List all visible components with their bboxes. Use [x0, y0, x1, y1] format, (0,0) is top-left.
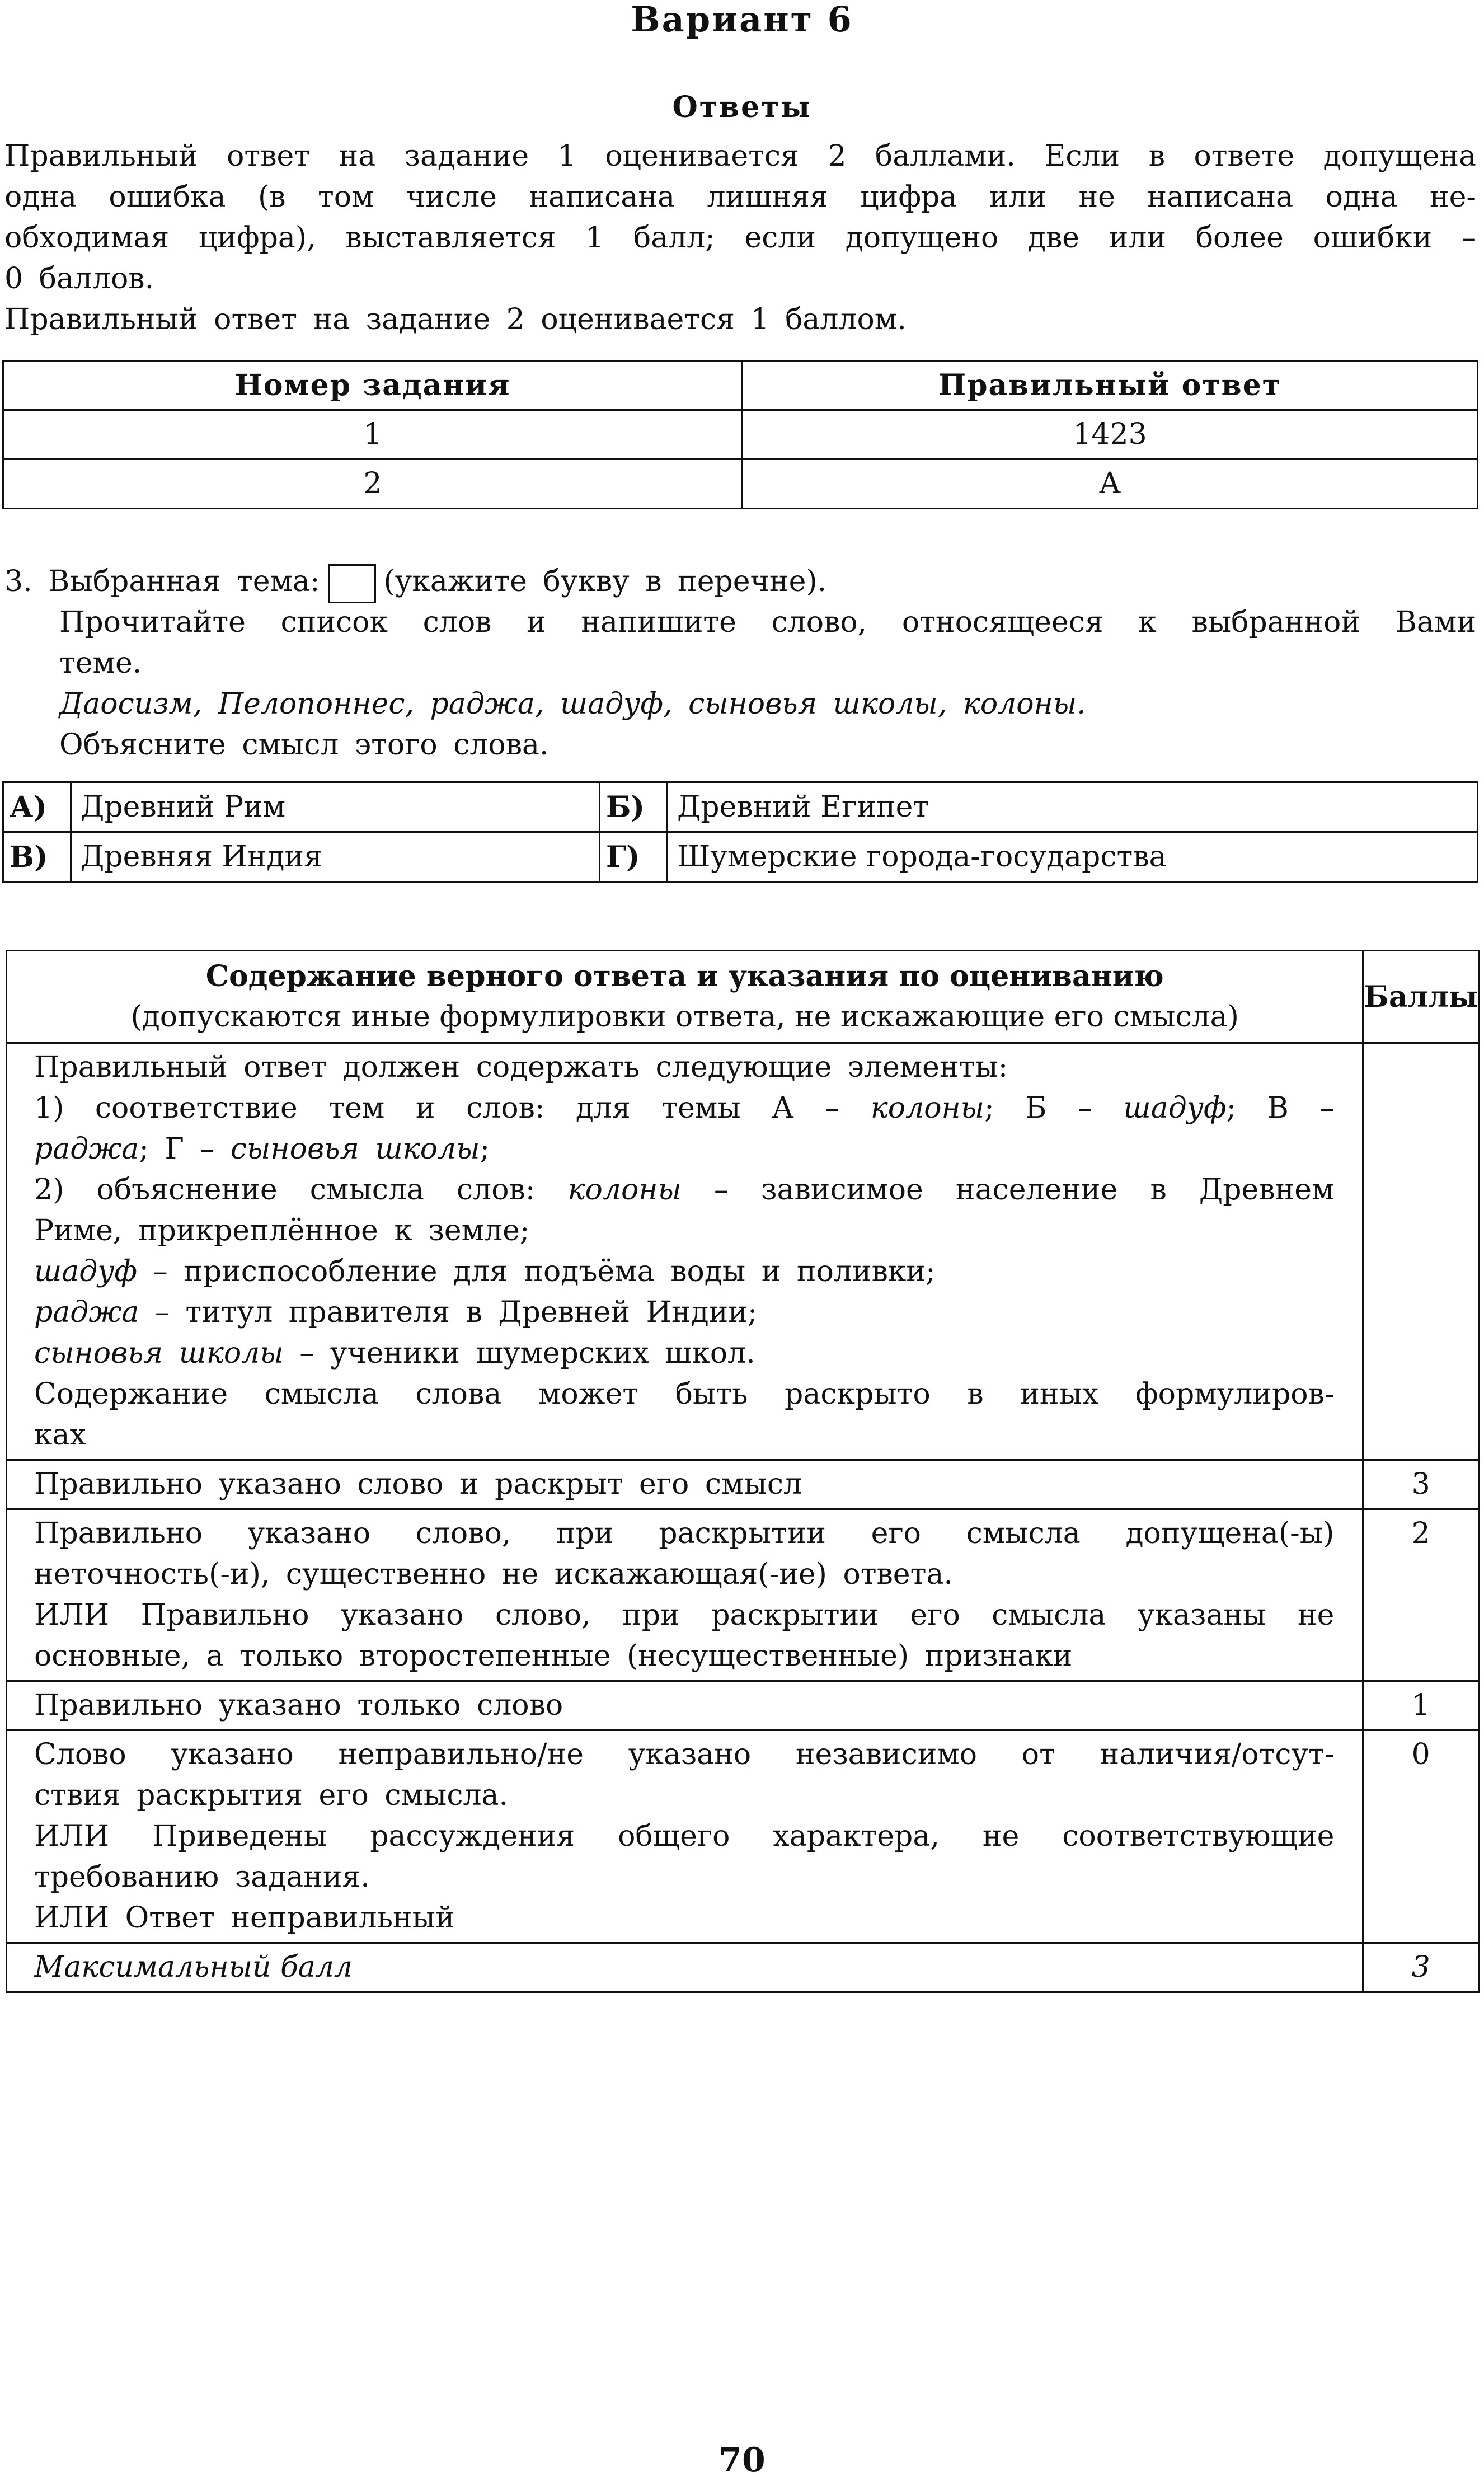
intro-line: Правильный ответ на задание 2 оценивается 1 баллом.: [4, 303, 907, 336]
max-score-label: Максимальный балл: [7, 1943, 1363, 1992]
content-text: ; Б –: [984, 1091, 1092, 1125]
criteria-table: [6, 950, 1480, 1993]
topic-name: Древняя Индия: [71, 832, 600, 882]
topics-table: [2, 781, 1478, 883]
content-text: ;: [480, 1132, 490, 1166]
criterion-line: требованию задания.: [34, 1860, 370, 1894]
content-text: – зависимое население в Древнем: [714, 1173, 1335, 1207]
content-text: – титул правителя в Древней Индии;: [154, 1296, 758, 1329]
instruction-line: Прочитайте список слов и напишите слово, относящееся к выбранной Вами: [59, 606, 1476, 639]
criterion-line: ИЛИ Приведены рассуждения общего характера, не соответствующие: [34, 1819, 1335, 1853]
column-header: Правильный ответ: [743, 361, 1478, 410]
table-row: [3, 410, 1478, 459]
task-3: [4, 561, 1476, 766]
score-cell-empty: [1363, 1043, 1479, 1460]
table-row: [3, 832, 1478, 882]
criterion-line: Слово указано неправильно/не указано независимо от наличия/отсут-: [34, 1738, 1335, 1771]
content-text: 1) соответствие тем и слов: для темы А –: [34, 1091, 840, 1125]
task-3-body: [4, 602, 1476, 766]
table-row: [7, 1509, 1479, 1681]
table-row: [7, 1943, 1479, 1992]
table-row: [3, 459, 1478, 509]
criteria-header-note: (допускаются иные формулировки ответа, не искажающие его смысла): [130, 1000, 1239, 1034]
table-row: [7, 1681, 1479, 1730]
table-header-row: [3, 361, 1478, 410]
criterion-text: [7, 1681, 1363, 1730]
topic-name: Древний Египет: [668, 782, 1478, 832]
criterion-text: [7, 1730, 1363, 1943]
page-number: 70: [718, 2441, 766, 2480]
content-line: Содержание смысла слова может быть раскрыто в иных формулиров-: [34, 1377, 1335, 1411]
criterion-line: основные, а только второстепенные (несущественные) признаки: [34, 1639, 1073, 1673]
criterion-line: Правильно указано слово и раскрыт его смысл: [34, 1467, 802, 1501]
task-number-cell: 1: [3, 410, 743, 459]
variant-title: Вариант 6: [631, 0, 853, 40]
criterion-line: ствия раскрытия его смысла.: [34, 1779, 509, 1812]
score-cell: 3: [1363, 1460, 1479, 1509]
intro-line: одна ошибка (в том числе написана лишняя цифра или не написана одна не-: [4, 180, 1476, 214]
table-row: [3, 782, 1478, 832]
criterion-text: [7, 1509, 1363, 1681]
content-term: шадуф: [34, 1255, 138, 1288]
content-text: ; В –: [1226, 1091, 1335, 1125]
score-cell: 0: [1363, 1730, 1479, 1943]
content-term: шадуф: [1123, 1091, 1227, 1125]
answers-table: [2, 360, 1478, 509]
criterion-line: неточность(-и), существенно не искажающая(-ие) ответа.: [34, 1558, 953, 1591]
topic-letter: Г): [600, 832, 668, 882]
criteria-header-title: Содержание верного ответа и указания по оцениванию: [205, 959, 1164, 993]
correct-answer-content: [7, 1043, 1363, 1460]
scoring-intro: [4, 136, 1476, 340]
content-text: 2) объяснение смысла слов:: [34, 1173, 536, 1207]
task-3-prompt: [4, 561, 1476, 602]
content-line: [34, 1333, 1334, 1374]
content-line: [34, 1088, 1334, 1129]
criterion-line: ИЛИ Правильно указано слово, при раскрытии его смысла указаны не: [34, 1598, 1335, 1632]
criterion-line: Правильно указано слово, при раскрытии его смысла допущена(-ы): [34, 1517, 1335, 1550]
content-term: раджа: [34, 1132, 139, 1166]
content-line: Правильный ответ должен содержать следующие элементы:: [34, 1050, 1008, 1084]
criterion-line: Правильно указано только слово: [34, 1689, 563, 1722]
content-text: – приспособление для подъёма воды и поливки;: [153, 1255, 936, 1288]
score-cell: 2: [1363, 1509, 1479, 1681]
answer-cell: А: [743, 459, 1478, 509]
content-line: Риме, прикреплённое к земле;: [34, 1214, 530, 1247]
intro-line: обходимая цифра), выставляется 1 балл; если допущено две или более ошибки –: [4, 221, 1476, 255]
task-3-suffix: (укажите букву в перечне).: [383, 565, 827, 598]
answers-heading: Ответы: [672, 90, 812, 124]
criterion-text: [7, 1460, 1363, 1509]
content-term: сыновья школы: [230, 1132, 480, 1166]
content-text: ; Г –: [139, 1132, 215, 1166]
content-line: [34, 1292, 1334, 1333]
answer-cell: 1423: [743, 410, 1478, 459]
max-score-value: 3: [1363, 1943, 1479, 1992]
criterion-line: ИЛИ Ответ неправильный: [34, 1901, 455, 1935]
content-line: [34, 1170, 1334, 1211]
table-row: [7, 1043, 1479, 1460]
table-row: [7, 1460, 1479, 1509]
content-term: раджа: [34, 1296, 139, 1329]
task-3-prefix: 3. Выбранная тема:: [4, 565, 320, 598]
content-term: колоны: [870, 1091, 985, 1125]
content-text: – ученики шумерских школ.: [299, 1336, 755, 1370]
word-list: Даосизм, Пелопоннес, раджа, шадуф, сыновья школы, колоны.: [59, 687, 1086, 721]
content-line: [34, 1129, 1334, 1170]
task-number-cell: 2: [3, 459, 743, 509]
topic-letter: В): [3, 832, 71, 882]
explain-instruction: Объясните смысл этого слова.: [59, 728, 549, 762]
column-header: Номер задания: [3, 361, 743, 410]
table-row: [7, 1730, 1479, 1943]
content-line: ках: [34, 1418, 86, 1452]
topic-letter: А): [3, 782, 71, 832]
score-cell: 1: [1363, 1681, 1479, 1730]
topic-name: Древний Рим: [71, 782, 600, 832]
score-header: Баллы: [1363, 951, 1479, 1043]
instruction-line: теме.: [59, 646, 142, 680]
criteria-header: [7, 951, 1363, 1043]
content-line: [34, 1251, 1334, 1292]
intro-line: 0 баллов.: [4, 262, 154, 296]
topic-letter-box[interactable]: [328, 564, 376, 603]
intro-line: Правильный ответ на задание 1 оценивается 2 баллами. Если в ответе допущена: [4, 139, 1476, 173]
topic-letter: Б): [600, 782, 668, 832]
topic-name: Шумерские города-государства: [668, 832, 1478, 882]
table-header-row: [7, 951, 1479, 1043]
content-term: сыновья школы: [34, 1336, 284, 1370]
content-term: колоны: [567, 1173, 682, 1207]
